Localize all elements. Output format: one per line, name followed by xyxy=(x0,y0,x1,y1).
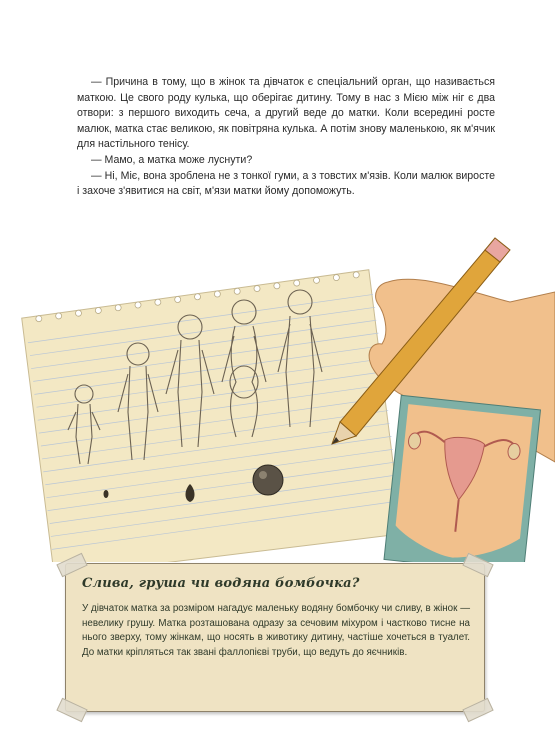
paragraph-explanation: — Причина в тому, що в жінок та дівчаток є спеціальний орган, що називається маткою. Це свого роду кулька, що оберігає дитину. Тому в нас з Мією між ніг є два отвори: з першого виходить сеча, а другий веде до матки. Коли всередині росте малюк, матка стає великою, як повітряна кулька. А потім знову маленькою, як м'ячик для настільного тенісу. xyxy=(77,76,495,151)
tape-bottom-right xyxy=(462,698,493,723)
body-text xyxy=(77,75,495,200)
illustration xyxy=(0,232,555,562)
paragraph-answer: — Ні, Міє, вона зроблена не з тонкої гуми, а з товстих м'язів. Коли малюк виросте і захоче з'явитися на світ, м'язи матки йому допоможуть. xyxy=(77,169,495,198)
drop-shape xyxy=(104,490,109,498)
info-box-text: У дівчаток матка за розміром нагадує маленьку водяну бомбочку чи сливу, в жінок — невелику грушу. Матка розташована одразу за сечовим міхуром і частково тисне на нього зверху, тому жінкам, що носять в животику дитину, частіше хочеться в туалет. До матки кріпляться так звані фаллопієві труби, що ведуть до яєчників. xyxy=(82,603,470,658)
paragraph-question: — Мамо, а матка може луснути? xyxy=(91,153,253,166)
tape-bottom-left xyxy=(56,698,87,723)
info-box-title: Слива, груша чи водяна бомбочка? xyxy=(82,576,360,591)
info-box xyxy=(65,563,485,712)
anatomy-panel xyxy=(384,395,540,562)
ball-shape xyxy=(253,465,283,495)
